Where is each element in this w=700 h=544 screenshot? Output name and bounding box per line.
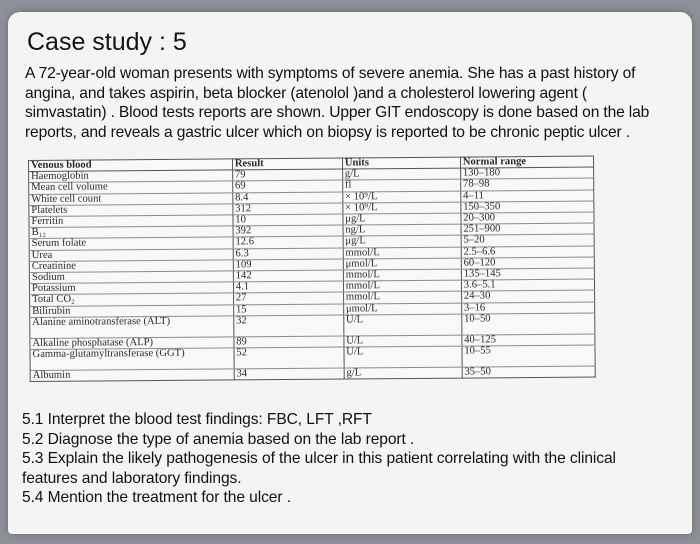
header-units: Units (342, 157, 460, 169)
unit-cell: fl (342, 180, 460, 192)
test-name-cell: Sodium (29, 271, 233, 284)
unit-cell: μg/L (343, 213, 461, 225)
result-cell: 12.6 (233, 236, 343, 248)
question-item: 5.1 Interpret the blood test findings: FBC, LFT ,RFT (22, 411, 372, 428)
range-cell: 10–50 (462, 313, 595, 335)
range-cell: 78–98 (460, 178, 593, 190)
lab-table-body (29, 167, 596, 381)
unit-cell: g/L (342, 168, 460, 180)
question-item: 5.3 Explain the likely pathogenesis of the ulcer in this patient correlating with the clinical features and laboratory findings. (22, 450, 616, 487)
range-cell: 40–125 (462, 334, 595, 346)
lab-results-table (28, 156, 596, 383)
test-name-cell: B₁₂ (29, 226, 233, 239)
result-cell: 10 (233, 214, 343, 226)
unit-cell: mmol/L (343, 280, 461, 292)
result-cell: 6.3 (233, 248, 343, 260)
result-cell: 4.1 (233, 281, 343, 293)
range-cell: 3–16 (461, 302, 594, 314)
range-cell: 4–11 (461, 190, 594, 202)
range-cell: 35–50 (462, 366, 595, 378)
result-cell: 69 (232, 180, 342, 192)
test-name-cell: Bilirubin (30, 305, 234, 318)
unit-cell: ng/L (343, 224, 461, 236)
range-cell: 10–55 (462, 345, 595, 367)
test-name-cell: Alanine aminotransferase (ALT) (30, 316, 234, 339)
range-cell: 3.6–5.1 (461, 279, 594, 291)
unit-cell: U/L (344, 346, 462, 368)
result-cell: 312 (233, 203, 343, 215)
result-cell: 89 (234, 336, 344, 348)
case-description: A 72-year-old woman presents with symptoms of severe anemia. She has a past history of angina, and takes aspirin, beta blocker (atenolol )and a cholesterol lowering agent ( simvastatin) . Blood tests reports are shown. Upper GIT endoscopy is done based on the lab reports, and reveals a gastric ulcer which on biopsy is reported to be chronic peptic ulcer . (25, 65, 650, 141)
result-cell: 34 (234, 368, 344, 380)
unit-cell: μmol/L (343, 303, 461, 315)
result-cell: 15 (233, 304, 343, 316)
unit-cell: U/L (344, 335, 462, 347)
range-cell: 251–900 (461, 223, 594, 235)
test-name-cell: Urea (29, 249, 233, 262)
test-name-cell: Total CO₂ (30, 293, 234, 306)
test-name-cell: Ferritin (29, 215, 233, 228)
result-cell: 79 (232, 169, 342, 181)
range-cell: 150–350 (461, 201, 594, 213)
result-cell: 32 (234, 315, 344, 337)
test-name-cell: Gamma-glutamyltransferase (GGT) (30, 348, 234, 371)
test-name-cell: White cell count (29, 193, 233, 206)
slide (8, 12, 692, 534)
unit-cell: μg/L (343, 236, 461, 248)
range-cell: 130–180 (460, 167, 593, 179)
unit-cell: mmol/L (343, 269, 461, 281)
unit-cell: × 10⁹/L (343, 202, 461, 214)
test-name-cell: Mean cell volume (29, 181, 233, 194)
test-name-cell: Albumin (30, 369, 234, 382)
test-name-cell: Serum folate (29, 237, 233, 250)
range-cell: 24–30 (461, 290, 594, 302)
question-list (22, 410, 672, 508)
result-cell: 8.4 (233, 192, 343, 204)
test-name-cell: Haemoglobin (29, 170, 233, 183)
header-result: Result (232, 158, 342, 170)
result-cell: 392 (233, 225, 343, 237)
question-item: 5.2 Diagnose the type of anemia based on the lab report . (22, 430, 415, 448)
unit-cell: × 10⁹/L (343, 191, 461, 203)
test-name-cell: Potassium (29, 282, 233, 295)
range-cell: 20–300 (461, 212, 594, 224)
unit-cell: g/L (344, 367, 462, 379)
result-cell: 27 (233, 292, 343, 304)
test-name-cell: Creatinine (29, 260, 233, 273)
header-test: Venous blood (29, 159, 233, 172)
header-normal-range: Normal range (460, 156, 593, 168)
unit-cell: U/L (343, 314, 461, 336)
case-title: Case study : 5 (27, 28, 187, 56)
unit-cell: μmol/L (343, 258, 461, 270)
range-cell: 2.5–6.6 (461, 246, 594, 258)
unit-cell: mmol/L (343, 247, 461, 259)
range-cell: 60–120 (461, 257, 594, 269)
result-cell: 109 (233, 259, 343, 271)
test-name-cell: Alkaline phosphatase (ALP) (30, 337, 234, 350)
unit-cell: mmol/L (343, 292, 461, 304)
range-cell: 5–20 (461, 234, 594, 246)
test-name-cell: Platelets (29, 204, 233, 217)
result-cell: 52 (234, 347, 344, 369)
result-cell: 142 (233, 270, 343, 282)
range-cell: 135–145 (461, 268, 594, 280)
question-item: 5.4 Mention the treatment for the ulcer . (22, 489, 291, 507)
